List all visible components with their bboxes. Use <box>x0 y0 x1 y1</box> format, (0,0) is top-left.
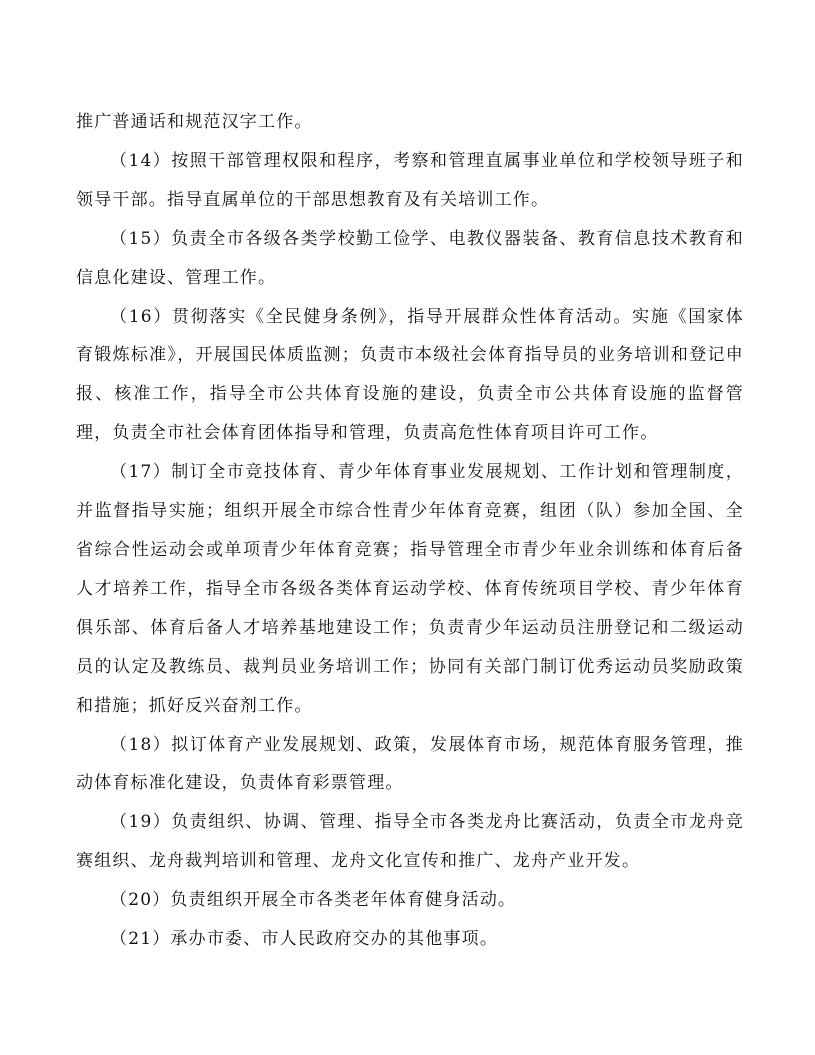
paragraph-item-19: （19）负责组织、协调、管理、指导全市各类龙舟比赛活动，负责全市龙舟竞赛组织、龙舟裁判培训和管理、龙舟文化宣传和推广、龙舟产业开发。 <box>76 812 744 872</box>
document-body <box>76 103 744 959</box>
paragraph-item-20: （20）负责组织开展全市各类老年体育健身活动。 <box>110 890 517 911</box>
paragraph-item-15: （15）负责全市各级各类学校勤工俭学、电教仪器装备、教育信息技术教育和信息化建设、管理工作。 <box>76 228 744 288</box>
paragraph-item-21: （21）承办市委、市人民政府交办的其他事项。 <box>110 929 499 950</box>
paragraph-item-16: （16）贯彻落实《全民健身条例》，指导开展群众性体育活动。实施《国家体育锻炼标准》，开展国民体质监测；负责市本级社会体育指导员的业务培训和登记申报、核准工作，指导全市公共体育设施的建设，负责全市公共体育设施的监督管理，负责全市社会体育团体指导和管理，负责高危性体育项目许可工作。 <box>76 306 744 444</box>
paragraph-continuation: 推广普通话和规范汉字工作。 <box>76 112 313 132</box>
paragraph-item-18: （18）拟订体育产业发展规划、政策，发展体育市场，规范体育服务管理，推动体育标准化建设，负责体育彩票管理。 <box>76 734 744 794</box>
paragraph-item-14: （14）按照干部管理权限和程序，考察和管理直属事业单位和学校领导班子和领导干部。指导直属单位的干部思想教育及有关培训工作。 <box>76 150 744 210</box>
paragraph-item-17: （17）制订全市竞技体育、青少年体育事业发展规划、工作计划和管理制度，并监督指导实施；组织开展全市综合性青少年体育竞赛，组团（队）参加全国、全省综合性运动会或单项青少年体育竞赛；指导管理全市青少年业余训练和体育后备人才培养工作，指导全市各级各类体育运动学校、体育传统项目学校、青少年体育俱乐部、体育后备人才培养基地建设工作；负责青少年运动员注册登记和二级运动员的认定及教练员、裁判员业务培训工作；协同有关部门制订优秀运动员奖励政策和措施；抓好反兴奋剂工作。 <box>76 462 744 716</box>
